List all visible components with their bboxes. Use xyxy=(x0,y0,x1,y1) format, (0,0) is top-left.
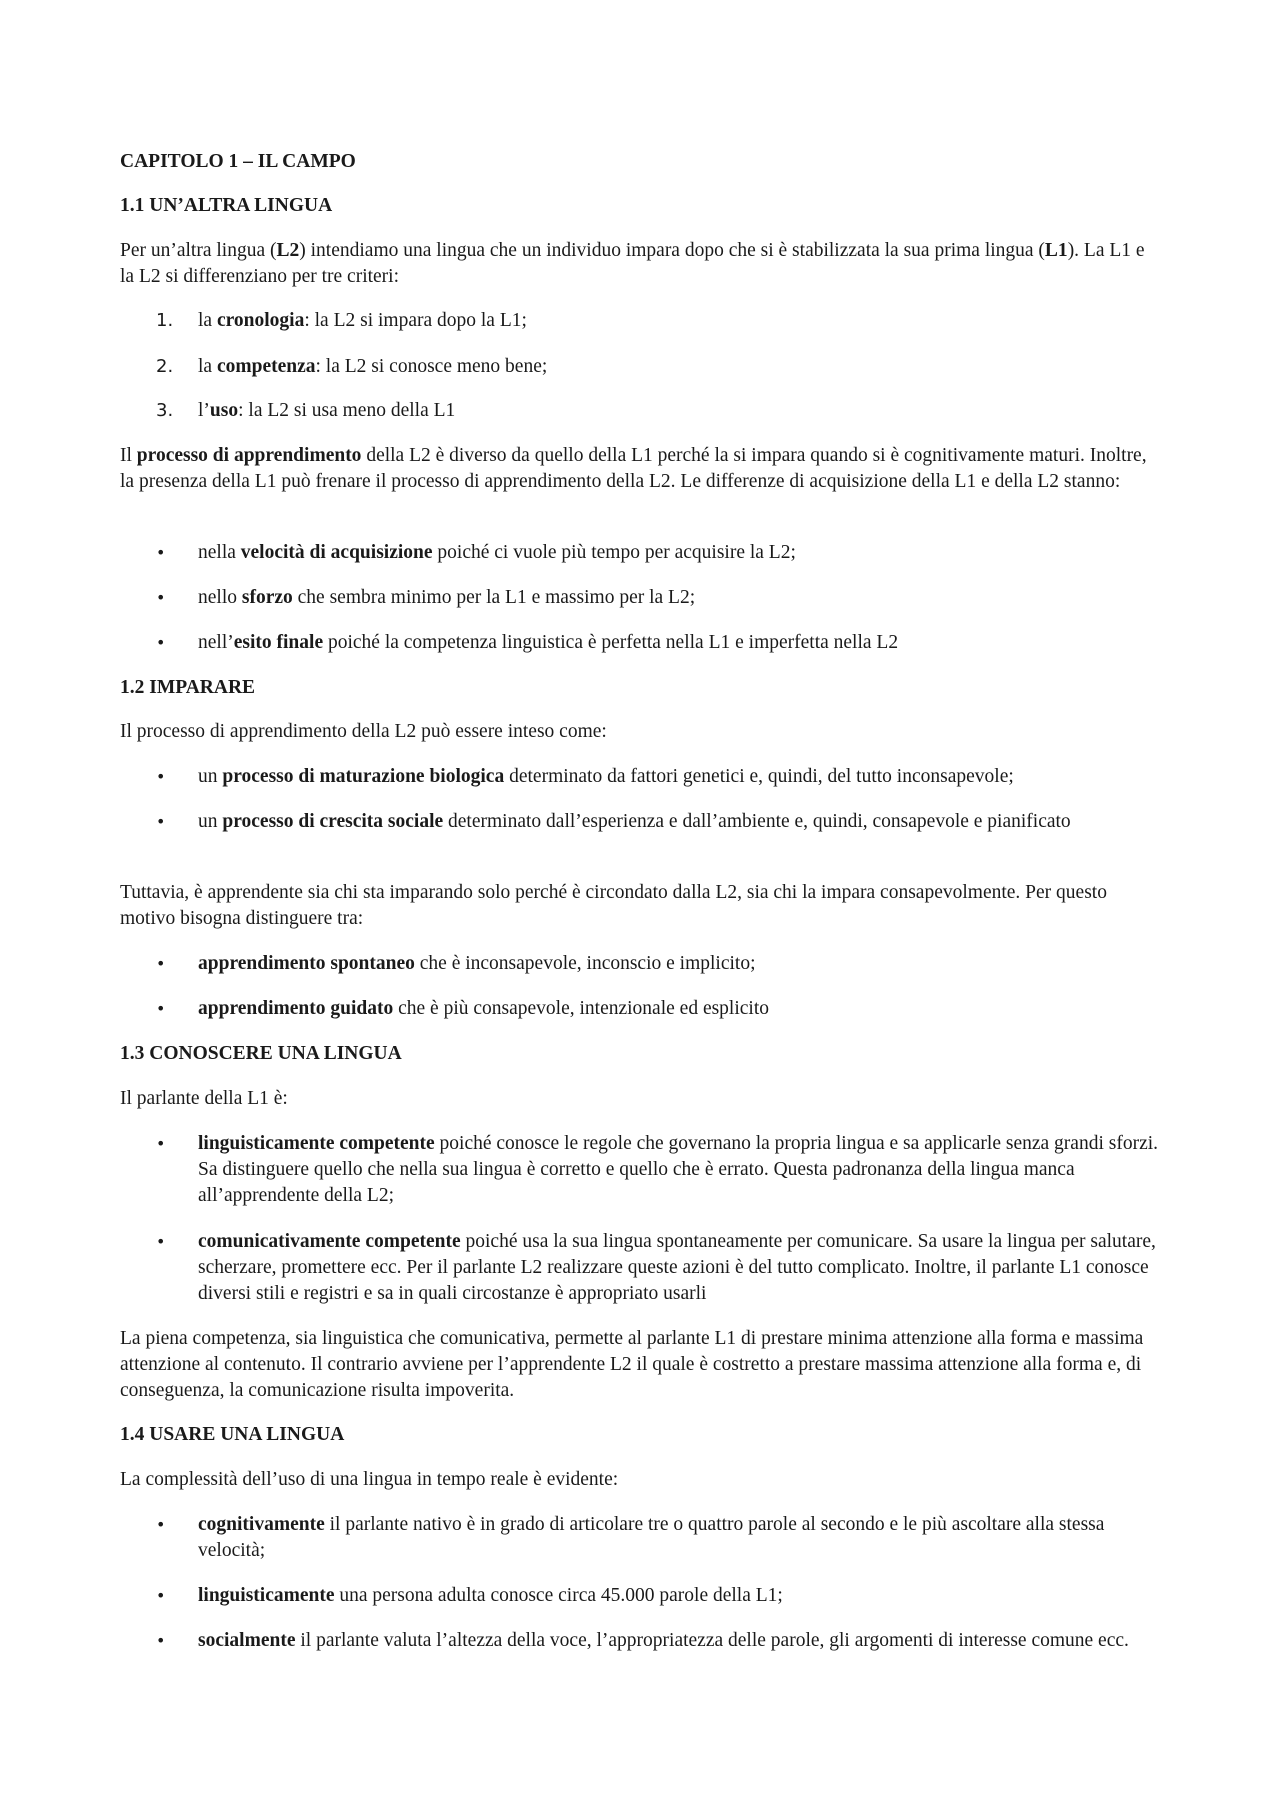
list-number: 2. xyxy=(156,356,174,377)
bullet-icon: • xyxy=(156,954,166,973)
section-heading-1-1: 1.1 UN’ALTRA LINGUA xyxy=(120,195,333,216)
paragraph: Per un’altra lingua (L2) intendiamo una lingua che un individuo impara dopo che si è stabilizzata la sua prima lingua (L1). La L1 e la L2 si differenziano per tre criteri: xyxy=(120,240,1145,287)
bullet-icon: • xyxy=(156,588,166,607)
bullet-icon: • xyxy=(156,1631,166,1650)
paragraph: Il parlante della L1 è: xyxy=(120,1088,288,1109)
bullet-icon: • xyxy=(156,1586,166,1605)
paragraph: La complessità dell’uso di una lingua in tempo reale è evidente: xyxy=(120,1469,619,1490)
bullet-icon: • xyxy=(156,767,166,786)
bullet-icon: • xyxy=(156,1232,166,1251)
list-number: 3. xyxy=(156,400,174,421)
paragraph: Tuttavia, è apprendente sia chi sta imparando solo perché è circondato dalla L2, sia chi la impara consapevolmente. Per questo motivo bisogna distinguere tra: xyxy=(120,882,1107,929)
chapter-title: CAPITOLO 1 – IL CAMPO xyxy=(120,151,356,172)
paragraph: Il processo di apprendimento della L2 può essere inteso come: xyxy=(120,721,607,742)
paragraph: Il processo di apprendimento della L2 è diverso da quello della L1 perché la si impara quando si è cognitivamente maturi. Inoltre, la presenza della L1 può frenare il processo di apprendimento della L2. Le differenze di acquisizione della L1 e della L2 stanno: xyxy=(120,445,1147,492)
bullet-icon: • xyxy=(156,1134,166,1153)
bullet-icon: • xyxy=(156,633,166,652)
section-heading-1-3: 1.3 CONOSCERE UNA LINGUA xyxy=(120,1043,402,1064)
bullet-icon: • xyxy=(156,999,166,1018)
section-heading-1-4: 1.4 USARE UNA LINGUA xyxy=(120,1424,345,1445)
list-number: 1. xyxy=(156,310,174,331)
bullet-icon: • xyxy=(156,1515,166,1534)
section-heading-1-2: 1.2 IMPARARE xyxy=(120,677,256,698)
bullet-icon: • xyxy=(156,543,166,562)
bullet-icon: • xyxy=(156,812,166,831)
paragraph: La piena competenza, sia linguistica che comunicativa, permette al parlante L1 di prestare minima attenzione alla forma e massima attenzione al contenuto. Il contrario avviene per l’apprendente L2 il quale è costretto a prestare massima attenzione alla forma e, di conseguenza, la comunicazione risulta impoverita. xyxy=(120,1328,1144,1401)
